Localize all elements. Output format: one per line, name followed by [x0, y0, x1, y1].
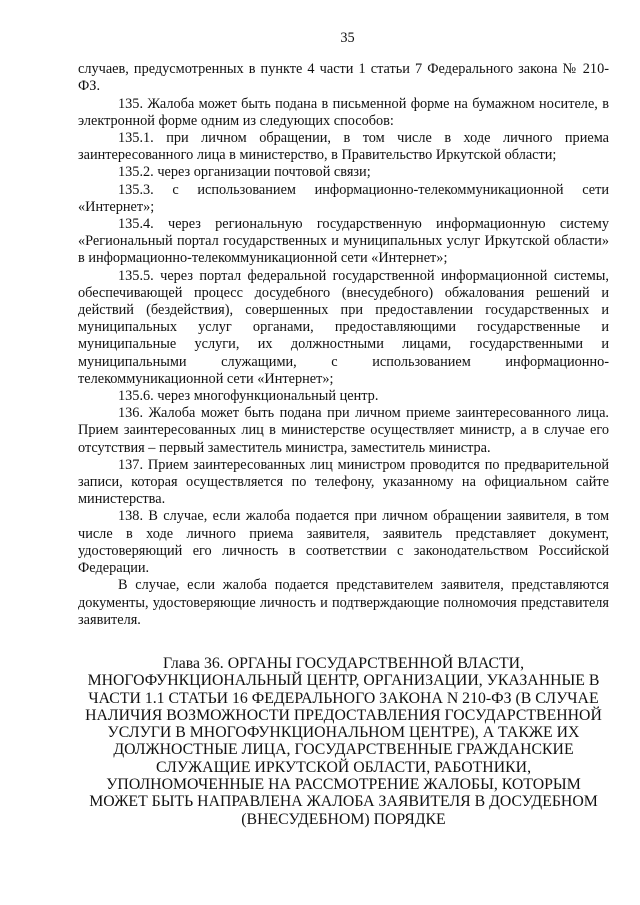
paragraph-135-3: 135.3. с использованием информационно-телекоммуникационной сети «Интернет»;	[78, 181, 609, 215]
chapter-heading: Глава 36. ОРГАНЫ ГОСУДАРСТВЕННОЙ ВЛАСТИ, МНОГОФУНКЦИОНАЛЬНЫЙ ЦЕНТР, ОРГАНИЗАЦИИ, УКАЗАННЫЕ В ЧАСТИ 1.1 СТАТЬИ 16 ФЕДЕРАЛЬНОГО ЗАКОНА N 210-ФЗ (В СЛУЧАЕ НАЛИЧИЯ ВОЗМОЖНОСТИ ПРЕДОСТАВЛЕНИЯ ГОСУДАРСТВЕННОЙ УСЛУГИ В МНОГОФУНКЦИОНАЛЬНОМ ЦЕНТРЕ), А ТАКЖЕ ИХ ДОЛЖНОСТНЫЕ ЛИЦА, ГОСУДАРСТВЕННЫЕ ГРАЖДАНСКИЕ СЛУЖАЩИЕ ИРКУТСКОЙ ОБЛАСТИ, РАБОТНИКИ, УПОЛНОМОЧЕННЫЕ НА РАССМОТРЕНИЕ ЖАЛОБЫ, КОТОРЫМ МОЖЕТ БЫТЬ НАПРАВЛЕНА ЖАЛОБА ЗАЯВИТЕЛЯ В ДОСУДЕБНОМ (ВНЕСУДЕБНОМ) ПОРЯДКЕ	[85, 654, 602, 828]
page-number: 35	[340, 30, 355, 46]
paragraph-138: 138. В случае, если жалоба подается при личном обращении заявителя, в том числе в ходе личного приема заявителя, заявитель представляет документ, удостоверяющий его личность в соответствии с законодательством Российской Федерации.	[78, 508, 609, 577]
paragraph-continuation: случаев, предусмотренных в пункте 4 части 1 статьи 7 Федерального закона № 210-ФЗ.	[78, 61, 609, 95]
paragraph-135-4: 135.4. через региональную государственную информационную систему «Региональный портал государственных и муниципальных услуг Иркутской области» в информационно-телекоммуникационной сети «Интернет»;	[78, 216, 609, 267]
paragraph-135-5: 135.5. через портал федеральной государственной информационной системы, обеспечивающей процесс досудебного (внесудебного) обжалования решений и действий (бездействия), совершенных при предоставлении государственных и муниципальных услуг органами, предоставляющими государственные и муниципальные услуги, их должностными лицами, государственными и муниципальными служащими, с использованием информационно-телекоммуникационной сети «Интернет»;	[78, 267, 609, 387]
paragraph-136: 136. Жалоба может быть подана при личном приеме заинтересованного лица. Прием заинтересованных лиц в министерстве осуществляет министр, а в случае его отсутствия – первый заместитель министра, заместитель министра.	[78, 405, 609, 456]
paragraph-135-6: 135.6. через многофункциональный центр.	[118, 388, 379, 405]
paragraph-135: 135. Жалоба может быть подана в письменной форме на бумажном носителе, в электронной форме одним из следующих способов:	[78, 95, 609, 129]
paragraph-137: 137. Прием заинтересованных лиц министром проводится по предварительной записи, которая осуществляется по телефону, указанному на официальном сайте министерства.	[78, 456, 609, 508]
paragraph-representative: В случае, если жалоба подается представителем заявителя, представляются документы, удостоверяющие личность и подтверждающие полномочия представителя заявителя.	[78, 577, 609, 628]
paragraph-135-2: 135.2. через организации почтовой связи;	[118, 164, 371, 181]
paragraph-135-1: 135.1. при личном обращении, в том числе в ходе личного приема заинтересованного лица в министерство, в Правительство Иркутской области;	[78, 130, 609, 164]
